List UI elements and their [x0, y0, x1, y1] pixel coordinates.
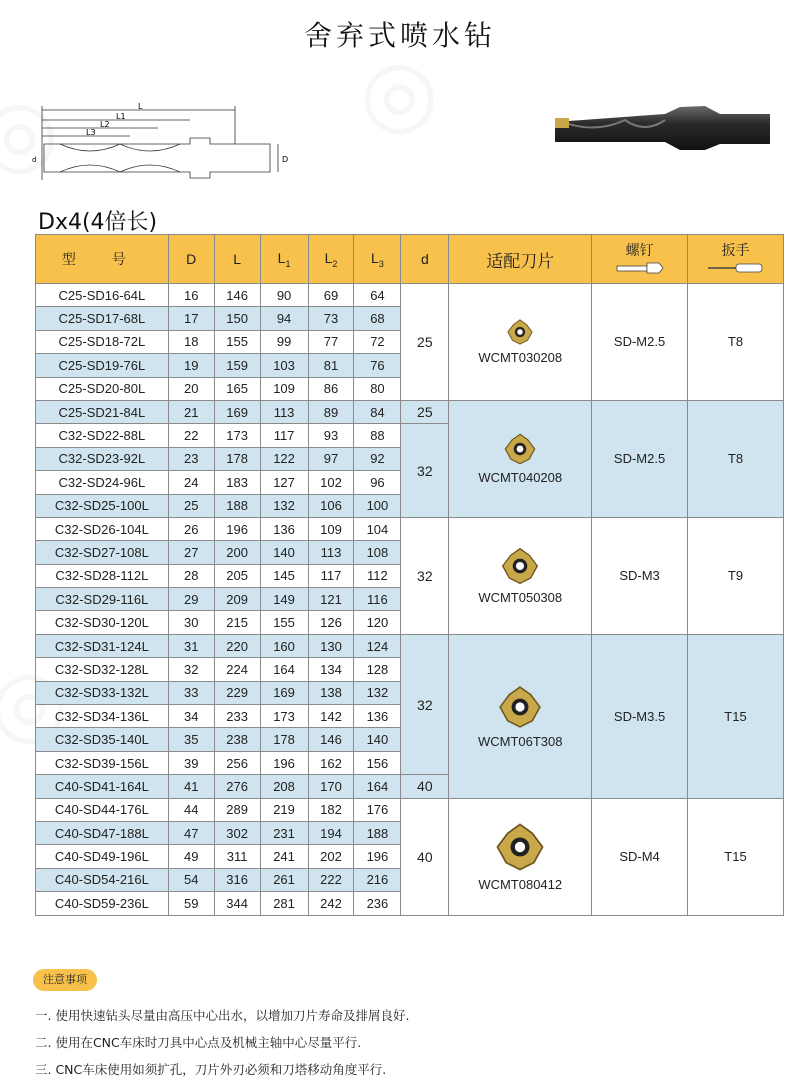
- cell-d: 26: [168, 517, 214, 540]
- cell-d: 31: [168, 634, 214, 657]
- cell-l3: 72: [354, 330, 401, 353]
- cell-l: 183: [214, 471, 260, 494]
- cell-model: C32-SD26-104L: [36, 517, 169, 540]
- cell-l3: 116: [354, 588, 401, 611]
- cell-l1: 145: [260, 564, 308, 587]
- cell-l: 229: [214, 681, 260, 704]
- cell-d: 20: [168, 377, 214, 400]
- cell-l2: 113: [308, 541, 354, 564]
- screw-cell: SD-M2.5: [592, 400, 688, 517]
- label-d: d: [32, 156, 37, 164]
- screw-cell: SD-M3: [592, 517, 688, 634]
- cell-d: 44: [168, 798, 214, 821]
- cell-l3: 112: [354, 564, 401, 587]
- cell-l: 215: [214, 611, 260, 634]
- cell-l1: 140: [260, 541, 308, 564]
- cell-l2: 194: [308, 821, 354, 844]
- notes-badge: 注意事项: [33, 969, 97, 991]
- cell-l3: 64: [354, 284, 401, 307]
- header-D: D: [168, 235, 214, 284]
- label-L2: L2: [100, 120, 110, 129]
- cell-l2: 97: [308, 447, 354, 470]
- cell-l3: 164: [354, 775, 401, 798]
- cell-d: 59: [168, 892, 214, 915]
- cell-l2: 86: [308, 377, 354, 400]
- cell-model: C32-SD30-120L: [36, 611, 169, 634]
- cell-l1: 113: [260, 400, 308, 423]
- cell-l1: 103: [260, 354, 308, 377]
- cell-l2: 134: [308, 658, 354, 681]
- section-title: Dx4(4倍长): [38, 210, 158, 235]
- cell-l1: 178: [260, 728, 308, 751]
- cell-d: 32: [401, 517, 449, 634]
- cell-d: 25: [401, 284, 449, 401]
- cell-l2: 89: [308, 400, 354, 423]
- cell-l3: 84: [354, 400, 401, 423]
- cell-l1: 155: [260, 611, 308, 634]
- cell-l3: 156: [354, 751, 401, 774]
- table-row: [36, 517, 784, 540]
- cell-l1: 94: [260, 307, 308, 330]
- cell-l1: 173: [260, 705, 308, 728]
- cell-l1: 117: [260, 424, 308, 447]
- cell-model: C32-SD32-128L: [36, 658, 169, 681]
- cell-d: 28: [168, 564, 214, 587]
- header-model: 型 号: [36, 235, 169, 284]
- cell-l2: 202: [308, 845, 354, 868]
- cell-d: 18: [168, 330, 214, 353]
- cell-d: 54: [168, 868, 214, 891]
- cell-l3: 120: [354, 611, 401, 634]
- cell-l1: 132: [260, 494, 308, 517]
- cell-l2: 126: [308, 611, 354, 634]
- cell-l3: 128: [354, 658, 401, 681]
- cell-d: 29: [168, 588, 214, 611]
- screw-cell: SD-M3.5: [592, 634, 688, 798]
- insert-icon: [497, 684, 543, 730]
- note-1: 一. 使用快速钻头尽量由高压中心出水，以增加刀片寿命及排屑良好.: [35, 1008, 410, 1023]
- screw-cell: SD-M4: [592, 798, 688, 915]
- cell-l1: 99: [260, 330, 308, 353]
- header-L1: $L_1$: [260, 235, 308, 284]
- cell-l: 155: [214, 330, 260, 353]
- wrench-cell: T8: [688, 400, 784, 517]
- cell-l1: 219: [260, 798, 308, 821]
- cell-l: 311: [214, 845, 260, 868]
- cell-l: 178: [214, 447, 260, 470]
- cell-l2: 121: [308, 588, 354, 611]
- insert-label: WCMT030208: [478, 350, 563, 366]
- insert-icon: [500, 546, 540, 586]
- cell-l: 165: [214, 377, 260, 400]
- cell-l2: 102: [308, 471, 354, 494]
- cell-l2: 93: [308, 424, 354, 447]
- cell-d: 32: [401, 634, 449, 774]
- table-row: [36, 400, 784, 423]
- cell-l1: 109: [260, 377, 308, 400]
- cell-model: C25-SD20-80L: [36, 377, 169, 400]
- cell-d: 27: [168, 541, 214, 564]
- cell-l1: 281: [260, 892, 308, 915]
- cell-l: 146: [214, 284, 260, 307]
- cell-model: C32-SD35-140L: [36, 728, 169, 751]
- cell-model: C32-SD29-116L: [36, 588, 169, 611]
- cell-l2: 81: [308, 354, 354, 377]
- cell-l: 159: [214, 354, 260, 377]
- cell-d: 32: [401, 424, 449, 518]
- cell-l: 150: [214, 307, 260, 330]
- header-screw: 螺钉: [592, 235, 688, 284]
- header-insert: 适配刀片: [449, 235, 592, 284]
- cell-l3: 188: [354, 821, 401, 844]
- cell-d: 39: [168, 751, 214, 774]
- cell-model: C25-SD16-64L: [36, 284, 169, 307]
- cell-l: 220: [214, 634, 260, 657]
- wrench-cell: T15: [688, 798, 784, 915]
- cell-l1: 160: [260, 634, 308, 657]
- cell-model: C32-SD22-88L: [36, 424, 169, 447]
- cell-l: 188: [214, 494, 260, 517]
- cell-l1: 164: [260, 658, 308, 681]
- cell-d: 35: [168, 728, 214, 751]
- table-row: [36, 798, 784, 821]
- cell-l3: 136: [354, 705, 401, 728]
- cell-l: 200: [214, 541, 260, 564]
- table-row: [36, 634, 784, 657]
- cell-l2: 106: [308, 494, 354, 517]
- cell-d: 41: [168, 775, 214, 798]
- cell-d: 40: [401, 798, 449, 915]
- cell-d: 32: [168, 658, 214, 681]
- cell-l3: 196: [354, 845, 401, 868]
- drill-dimension-diagram: [30, 100, 290, 190]
- cell-l: 316: [214, 868, 260, 891]
- cell-l: 233: [214, 705, 260, 728]
- cell-l2: 170: [308, 775, 354, 798]
- cell-l2: 73: [308, 307, 354, 330]
- cell-model: C25-SD17-68L: [36, 307, 169, 330]
- cell-l2: 222: [308, 868, 354, 891]
- label-D: D: [282, 155, 289, 164]
- cell-l: 276: [214, 775, 260, 798]
- cell-model: C32-SD33-132L: [36, 681, 169, 704]
- cell-l3: 80: [354, 377, 401, 400]
- insert-cell: [449, 517, 592, 634]
- cell-l2: 146: [308, 728, 354, 751]
- cell-model: C32-SD39-156L: [36, 751, 169, 774]
- insert-label: WCMT050308: [478, 590, 563, 606]
- cell-l3: 236: [354, 892, 401, 915]
- cell-l: 256: [214, 751, 260, 774]
- cell-d: 25: [168, 494, 214, 517]
- wrench-cell: T8: [688, 284, 784, 401]
- wrench-cell: T9: [688, 517, 784, 634]
- cell-l: 289: [214, 798, 260, 821]
- cell-l3: 124: [354, 634, 401, 657]
- drill-product-image: [545, 92, 775, 172]
- cell-d: 17: [168, 307, 214, 330]
- cell-l1: 196: [260, 751, 308, 774]
- cell-l: 205: [214, 564, 260, 587]
- cell-l2: 162: [308, 751, 354, 774]
- cell-l3: 96: [354, 471, 401, 494]
- cell-model: C32-SD34-136L: [36, 705, 169, 728]
- cell-model: C25-SD19-76L: [36, 354, 169, 377]
- cell-model: C40-SD59-236L: [36, 892, 169, 915]
- cell-l: 169: [214, 400, 260, 423]
- label-L3: L3: [86, 128, 96, 137]
- cell-l2: 77: [308, 330, 354, 353]
- insert-cell: [449, 634, 592, 798]
- insert-cell: [449, 400, 592, 517]
- cell-model: C40-SD41-164L: [36, 775, 169, 798]
- cell-l1: 169: [260, 681, 308, 704]
- cell-l3: 68: [354, 307, 401, 330]
- cell-l1: 261: [260, 868, 308, 891]
- insert-label: WCMT06T308: [477, 733, 563, 749]
- cell-d: 40: [401, 775, 449, 798]
- wrench-icon: [706, 260, 766, 276]
- cell-d: 49: [168, 845, 214, 868]
- header-d: d: [401, 235, 449, 284]
- insert-label: WCMT080412: [478, 877, 563, 893]
- insert-cell: [449, 284, 592, 401]
- cell-l3: 104: [354, 517, 401, 540]
- cell-d: 30: [168, 611, 214, 634]
- cell-l3: 176: [354, 798, 401, 821]
- cell-l: 173: [214, 424, 260, 447]
- cell-d: 19: [168, 354, 214, 377]
- cell-model: C25-SD21-84L: [36, 400, 169, 423]
- cell-l1: 208: [260, 775, 308, 798]
- cell-l2: 117: [308, 564, 354, 587]
- cell-l2: 182: [308, 798, 354, 821]
- header-wrench: 扳手: [688, 235, 784, 284]
- cell-l1: 241: [260, 845, 308, 868]
- insert-label: WCMT040208: [478, 470, 563, 486]
- cell-model: C40-SD44-176L: [36, 798, 169, 821]
- cell-l: 224: [214, 658, 260, 681]
- cell-l1: 90: [260, 284, 308, 307]
- cell-d: 34: [168, 705, 214, 728]
- note-3: 三. CNC车床使用如须扩孔，刀片外刃必须和刀塔移动角度平行.: [35, 1062, 387, 1077]
- cell-d: 25: [401, 400, 449, 423]
- watermark: [360, 40, 439, 145]
- cell-d: 21: [168, 400, 214, 423]
- screw-icon: [615, 260, 665, 276]
- cell-l2: 69: [308, 284, 354, 307]
- cell-l1: 127: [260, 471, 308, 494]
- header-L2: $L_2$: [308, 235, 354, 284]
- cell-model: C40-SD47-188L: [36, 821, 169, 844]
- cell-d: 33: [168, 681, 214, 704]
- cell-d: 47: [168, 821, 214, 844]
- cell-model: C32-SD24-96L: [36, 471, 169, 494]
- spec-table: [35, 234, 784, 916]
- cell-d: 24: [168, 471, 214, 494]
- cell-l: 196: [214, 517, 260, 540]
- cell-l2: 130: [308, 634, 354, 657]
- cell-model: C32-SD27-108L: [36, 541, 169, 564]
- cell-l1: 122: [260, 447, 308, 470]
- cell-l3: 140: [354, 728, 401, 751]
- cell-l2: 138: [308, 681, 354, 704]
- cell-l1: 231: [260, 821, 308, 844]
- cell-l3: 92: [354, 447, 401, 470]
- label-L1: L1: [116, 112, 126, 121]
- insert-cell: [449, 798, 592, 915]
- cell-model: C40-SD49-196L: [36, 845, 169, 868]
- cell-l3: 100: [354, 494, 401, 517]
- note-2: 二. 使用在CNC车床时刀具中心点及机械主轴中心尽量平行.: [35, 1035, 362, 1050]
- cell-d: 22: [168, 424, 214, 447]
- cell-l3: 132: [354, 681, 401, 704]
- page-title: 舍弃式喷水钻: [303, 19, 496, 52]
- wrench-cell: T15: [688, 634, 784, 798]
- cell-model: C32-SD23-92L: [36, 447, 169, 470]
- cell-l2: 109: [308, 517, 354, 540]
- cell-l3: 76: [354, 354, 401, 377]
- cell-model: C40-SD54-216L: [36, 868, 169, 891]
- header-L: L: [214, 235, 260, 284]
- cell-model: C32-SD31-124L: [36, 634, 169, 657]
- cell-l3: 216: [354, 868, 401, 891]
- cell-d: 23: [168, 447, 214, 470]
- screw-cell: SD-M2.5: [592, 284, 688, 401]
- cell-l1: 149: [260, 588, 308, 611]
- cell-l: 238: [214, 728, 260, 751]
- cell-l: 302: [214, 821, 260, 844]
- cell-l1: 136: [260, 517, 308, 540]
- cell-model: C32-SD25-100L: [36, 494, 169, 517]
- label-L: L: [138, 102, 143, 111]
- cell-l2: 242: [308, 892, 354, 915]
- cell-model: C32-SD28-112L: [36, 564, 169, 587]
- cell-l3: 108: [354, 541, 401, 564]
- insert-icon: [494, 821, 546, 873]
- cell-d: 16: [168, 284, 214, 307]
- cell-l: 344: [214, 892, 260, 915]
- cell-l: 209: [214, 588, 260, 611]
- table-row: [36, 284, 784, 307]
- cell-l3: 88: [354, 424, 401, 447]
- header-L3: $L_3$: [354, 235, 401, 284]
- insert-icon: [503, 432, 537, 466]
- insert-icon: [506, 318, 534, 346]
- cell-l2: 142: [308, 705, 354, 728]
- cell-model: C25-SD18-72L: [36, 330, 169, 353]
